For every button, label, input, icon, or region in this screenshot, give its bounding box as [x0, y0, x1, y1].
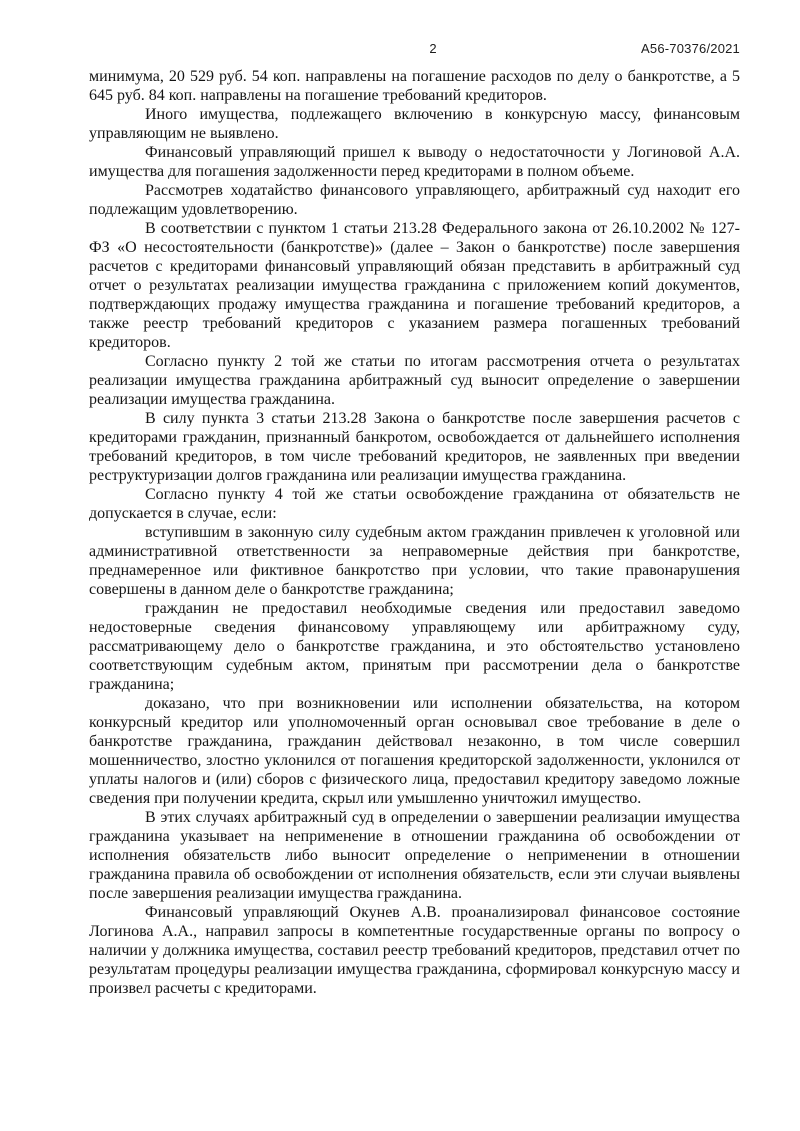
paragraph: Финансовый управляющий Окунев А.В. проанализировал финансовое состояние Логинова А.А., направил запросы в компетентные государственные органы по вопросу о наличии у должника имущества, составил реестр требований кредиторов, представил отчет по результатам процедуры реализации имущества гражданина, сформировал конкурсную массу и произвел расчеты с кредиторами. [89, 904, 740, 997]
paragraph: В соответствии с пунктом 1 статьи 213.28 Федерального закона от 26.10.2002 № 127-ФЗ «О несостоятельности (банкротстве)» (далее – Закон о банкротстве) после завершения расчетов с кредиторами финансовый управляющий обязан представить в арбитражный суд отчет о результатах реализации имущества гражданина с приложением копий документов, подтверждающих продажу имущества гражданина и погашение требований кредиторов, а также реестр требований кредиторов с указанием размера погашенных требований кредиторов. [89, 220, 740, 351]
paragraph: В силу пункта 3 статьи 213.28 Закона о банкротстве после завершения расчетов с кредиторами гражданин, признанный банкротом, освобождается от дальнейшего исполнения требований кредиторов, в том числе требований кредиторов, не заявленных при введении реструктуризации долгов гражданина или реализации имущества гражданина. [89, 410, 740, 484]
paragraph: Согласно пункту 4 той же статьи освобождение гражданина от обязательств не допускается в случае, если: [89, 486, 740, 522]
page-number: 2 [429, 41, 437, 56]
paragraph: В этих случаях арбитражный суд в определении о завершении реализации имущества гражданина указывает на неприменение в отношении гражданина об освобождении от исполнения обязательств либо выносит определение о неприменении в отношении гражданина правила об освобождении от исполнения обязательств, если эти случаи выявлены после завершения реализации имущества гражданина. [89, 809, 740, 902]
page-header [89, 41, 740, 59]
paragraph: Рассмотрев ходатайство финансового управляющего, арбитражный суд находит его подлежащим удовлетворению. [89, 182, 740, 218]
paragraph: Финансовый управляющий пришел к выводу о недостаточности у Логиновой А.А. имущества для погашения задолженности перед кредиторами в полном объеме. [89, 144, 740, 180]
paragraph: гражданин не предоставил необходимые сведения или предоставил заведомо недостоверные сведения финансовому управляющему или арбитражному суду, рассматривающему дело о банкротстве гражданина, и это обстоятельство установлено соответствующим судебным актом, принятым при рассмотрении дела о банкротстве гражданина; [89, 600, 740, 693]
document-body [89, 67, 740, 998]
paragraph: вступившим в законную силу судебным актом гражданин привлечен к уголовной или административной ответственности за неправомерные действия при банкротстве, преднамеренное или фиктивное банкротство при условии, что такие правонарушения совершены в данном деле о банкротстве гражданина; [89, 524, 740, 598]
paragraph: минимума, 20 529 руб. 54 коп. направлены на погашение расходов по делу о банкротстве, а 5 645 руб. 84 коп. направлены на погашение требований кредиторов. [89, 68, 740, 104]
paragraph: Иного имущества, подлежащего включению в конкурсную массу, финансовым управляющим не выявлено. [89, 106, 740, 142]
paragraph: доказано, что при возникновении или исполнении обязательства, на котором конкурсный кредитор или уполномоченный орган основывал свое требование в деле о банкротстве гражданина, гражданин действовал незаконно, в том числе совершил мошенничество, злостно уклонился от погашения кредиторской задолженности, уклонился от уплаты налогов и (или) сборов с физического лица, предоставил кредитору заведомо ложные сведения при получении кредита, скрыл или умышленно уничтожил имущество. [89, 695, 740, 807]
paragraph: Согласно пункту 2 той же статьи по итогам рассмотрения отчета о результатах реализации имущества гражданина арбитражный суд выносит определение о завершении реализации имущества гражданина. [89, 353, 740, 408]
case-number: А56-70376/2021 [641, 41, 740, 56]
